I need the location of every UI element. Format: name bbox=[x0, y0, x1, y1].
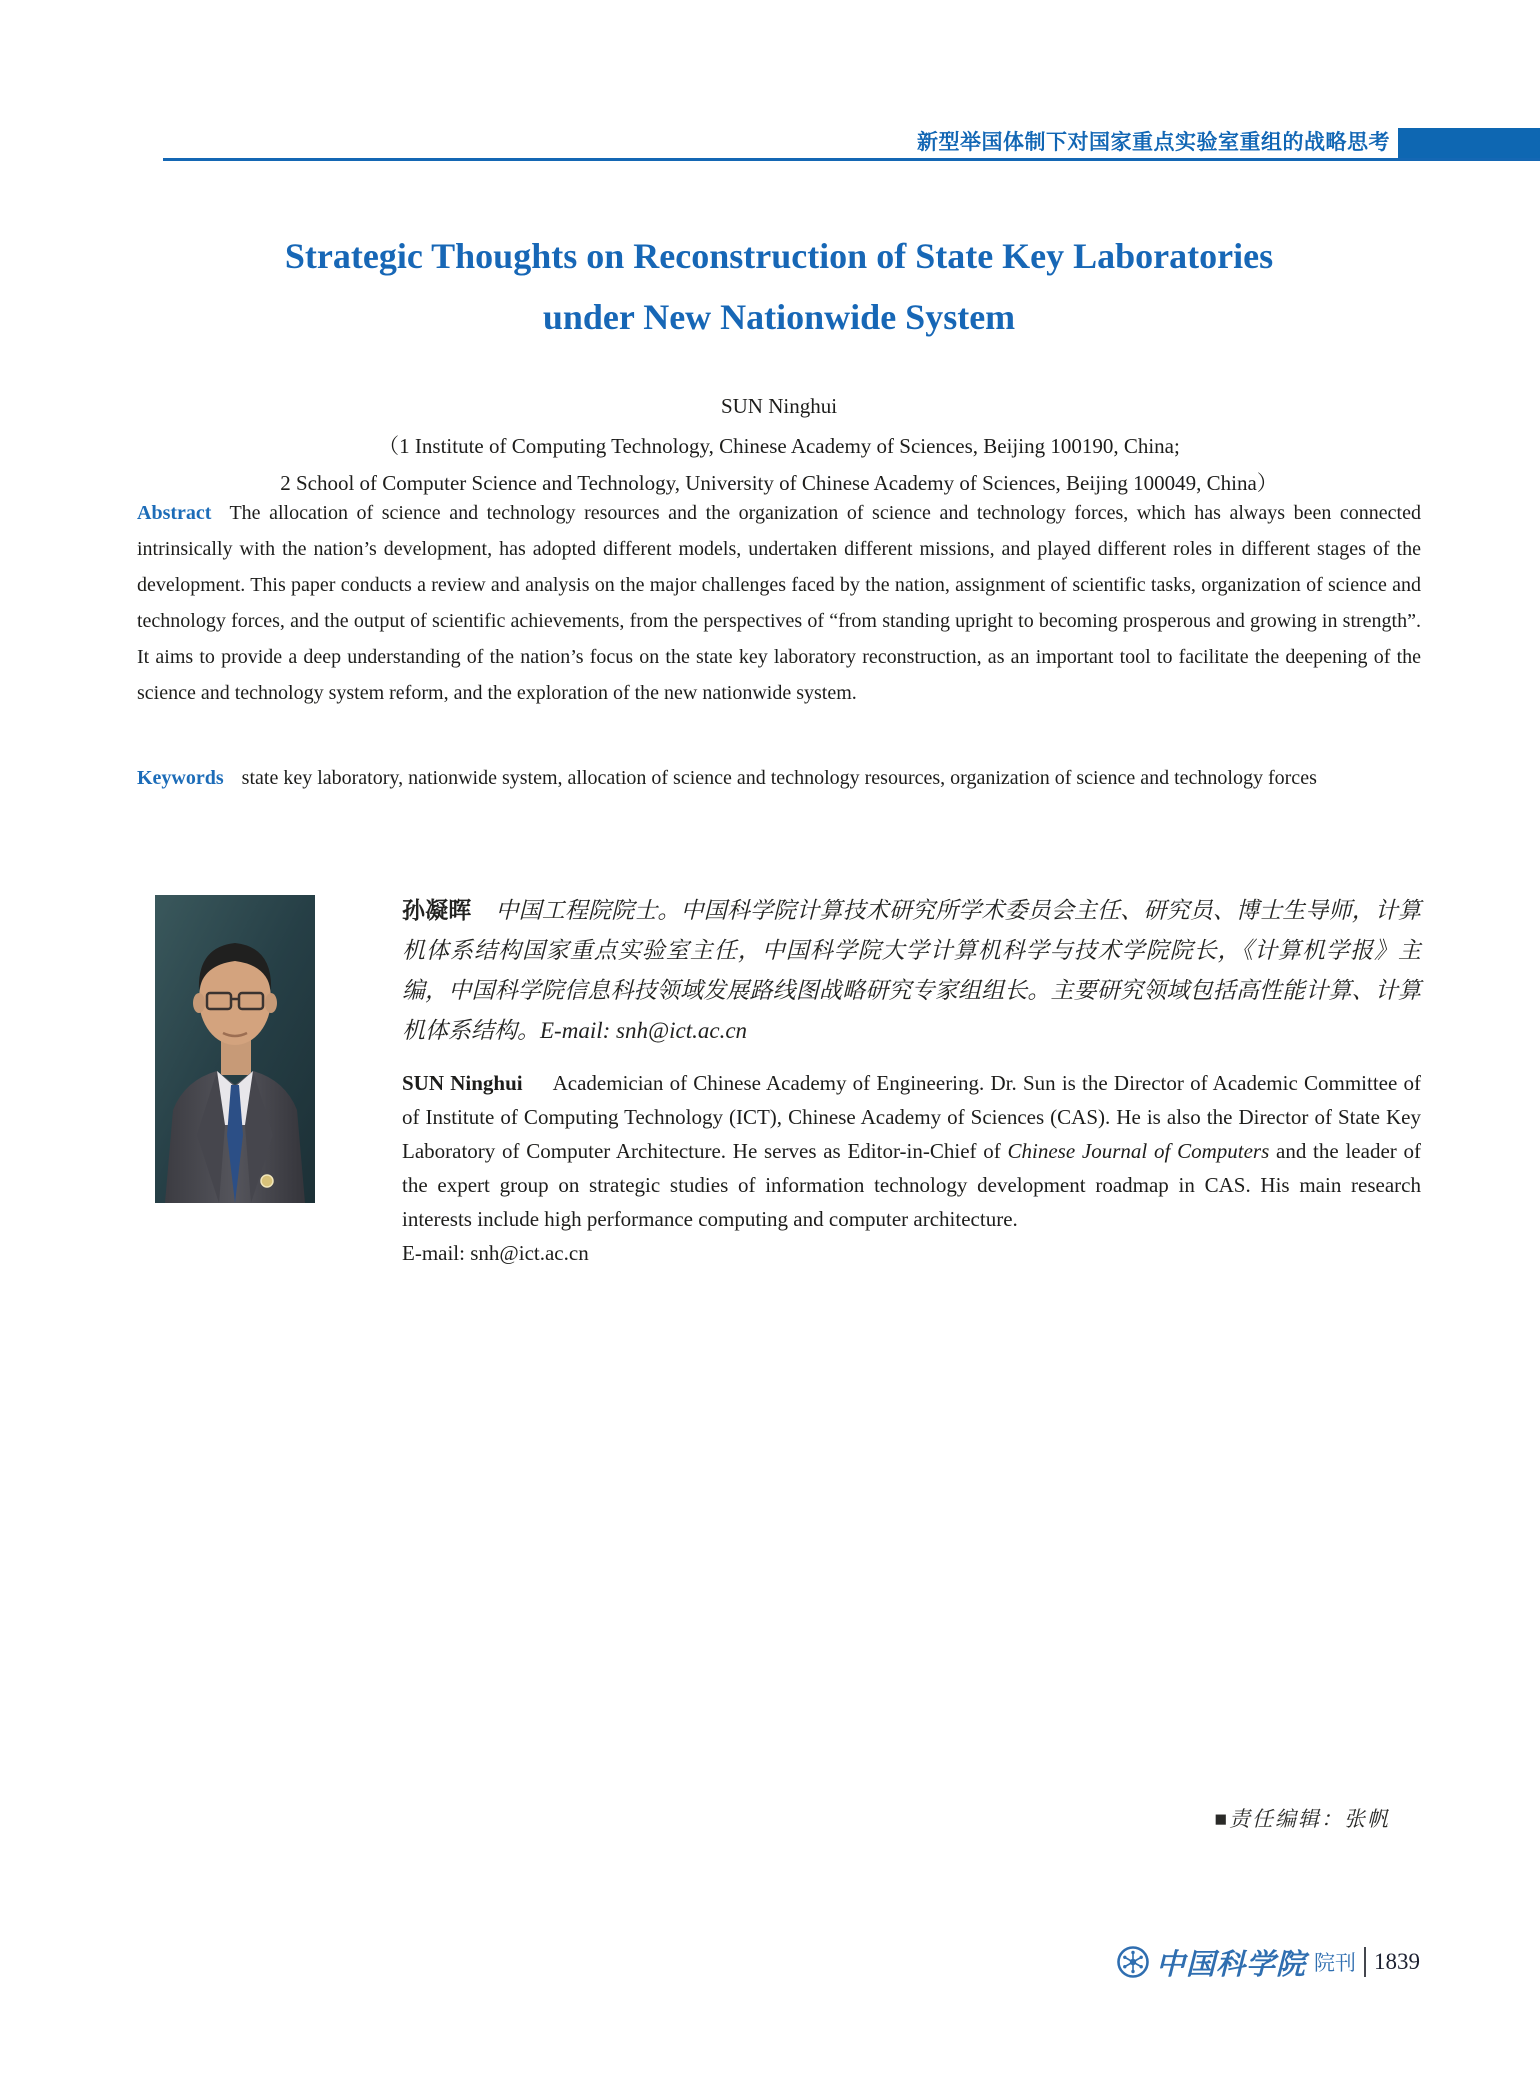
article-title-line1: Strategic Thoughts on Reconstruction of State Key Laboratories bbox=[284, 236, 1274, 276]
article-title-line2: under New Nationwide System bbox=[542, 297, 1016, 337]
author-name: SUN Ninghui bbox=[720, 394, 838, 418]
footer-brand-chinese: 中国科学院 bbox=[1155, 1948, 1306, 1981]
bio-chinese bbox=[402, 890, 1421, 1051]
editor-note: ■责任编辑：张帆 bbox=[1214, 1807, 1390, 1831]
header-corner-bar bbox=[1398, 128, 1540, 161]
abstract-label: Abstract bbox=[137, 502, 212, 524]
keywords-text: state key laboratory, nationwide system, allocation of science and technology resources, organization of science and technology forces bbox=[241, 767, 1317, 789]
footer-brand-type: 院刊 bbox=[1314, 1952, 1356, 1975]
bio-chinese-text: 中国工程院院士。中国科学院计算技术研究所学术委员会主任、研究员、博士生导师，计算机体系结构国家重点实验室主任，中国科学院大学计算机科学与技术学院院长，《计算机学报》主编，中国科学院信息科技领域发展路线图战略研究专家组组长。主要研究领域包括高性能计算、计算机体系结构。E-mail: snh@ict.ac.cn bbox=[402, 898, 1422, 1043]
author-photo-image bbox=[155, 895, 315, 1203]
bio-english-journal-italic: Chinese Journal of Computers bbox=[1007, 1139, 1270, 1163]
abstract-paragraph bbox=[137, 495, 1421, 711]
author-photo bbox=[155, 895, 315, 1203]
affiliation-line2: 2 School of Computer Science and Technology, University of Chinese Academy of Sciences, Beijing 100049, China） bbox=[280, 471, 1278, 495]
bio-chinese-name: 孙凝晖 bbox=[402, 897, 472, 923]
cas-emblem-icon bbox=[1117, 1946, 1149, 1978]
header-rule bbox=[163, 158, 1540, 161]
page-number: 1839 bbox=[1374, 1949, 1420, 1974]
bio-english-name: SUN Ninghui bbox=[402, 1071, 523, 1095]
keywords-label: Keywords bbox=[137, 767, 224, 789]
bio-email: E-mail: snh@ict.ac.cn bbox=[402, 1241, 589, 1265]
running-head-title: 新型举国体制下对国家重点实验室重组的战略思考 bbox=[917, 131, 1390, 154]
bio-english-text-2: and the leader of the expert group on strategic studies of information technology development roadmap in CAS. His main research interests include high performance computing and computer architecture. bbox=[402, 1139, 1421, 1231]
footer-separator bbox=[1364, 1947, 1366, 1977]
article-title bbox=[137, 226, 1421, 348]
bio-english-text-1: Academician of Chinese Academy of Engineering. Dr. Sun is the Director of Academic Committee of of Institute of Computing Technology (ICT), Chinese Academy of Sciences (CAS). He is also the Director of State Key Laboratory of Computer Architecture. He serves as Editor-in-Chief of bbox=[402, 1071, 1422, 1163]
keywords-paragraph bbox=[137, 760, 1421, 796]
affiliation-line1: （1 Institute of Computing Technology, Chinese Academy of Sciences, Beijing 100190, China; bbox=[378, 434, 1180, 458]
page-footer bbox=[1117, 1942, 1420, 1982]
bio-english bbox=[402, 1066, 1421, 1270]
abstract-text: The allocation of science and technology resources and the organization of science and technology forces, which has always been connected intrinsically with the nation’s development, has adopted different models, undertaken different missions, and played different roles in different stages of the development. This paper conducts a review and analysis on the major challenges faced by the nation, assignment of scientific tasks, organization of science and technology forces, and the output of scientific achievements, from the perspectives of “from standing upright to becoming prosperous and growing in strength”. It aims to provide a deep understanding of the nation’s focus on the state key laboratory reconstruction, as an important tool to facilitate the deepening of the science and technology system reform, and the exploration of the new nationwide system. bbox=[137, 502, 1421, 704]
